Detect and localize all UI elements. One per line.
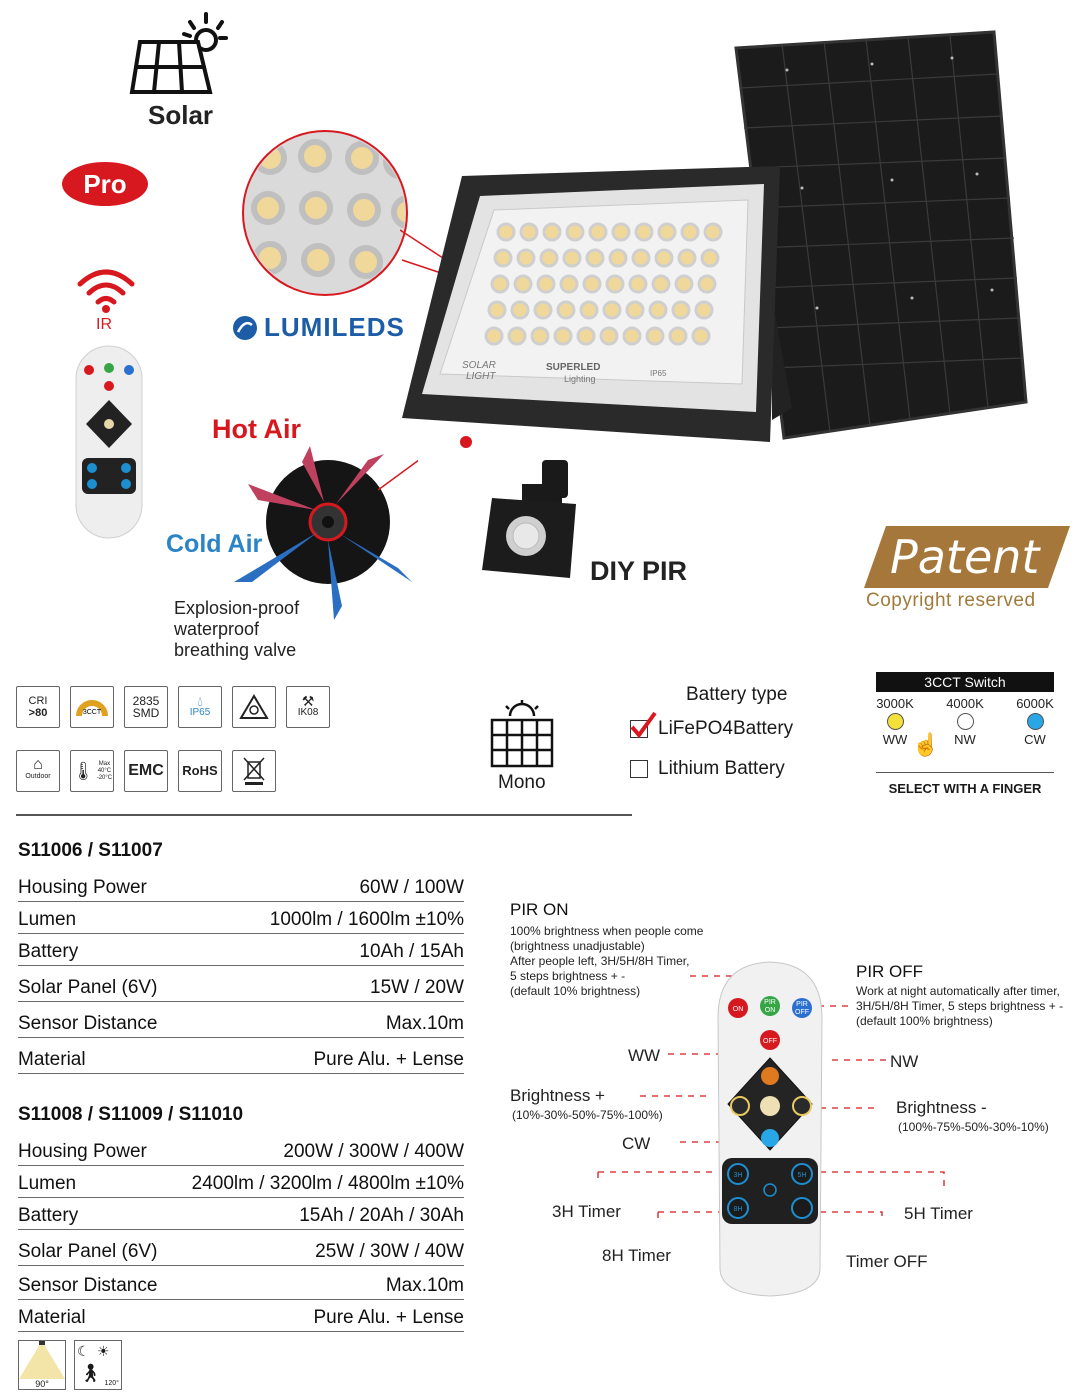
sensor-angle-value: 120° bbox=[104, 1380, 119, 1387]
temp-max-label: Max bbox=[98, 760, 111, 767]
led-chip bbox=[601, 328, 617, 344]
spec-value: Pure Alu. + Lense bbox=[313, 1307, 464, 1328]
led-chip bbox=[630, 276, 646, 292]
crossed-bin-icon bbox=[242, 756, 266, 786]
temp-min: -20°C bbox=[96, 774, 113, 781]
ip65-icon bbox=[178, 686, 222, 728]
pir-off-line: (default 100% brightness) bbox=[856, 1014, 993, 1028]
ik08-text: IK08 bbox=[297, 707, 319, 718]
2835-smd-icon bbox=[124, 686, 168, 728]
spec-value: 1000lm / 1600lm ±10% bbox=[269, 909, 464, 930]
led-chip bbox=[693, 328, 709, 344]
spec-value: 2400lm / 3200lm / 4800lm ±10% bbox=[191, 1173, 464, 1194]
led-chip bbox=[492, 276, 508, 292]
ik08-icon bbox=[286, 686, 330, 728]
btn-5h-text: 5H bbox=[797, 1172, 807, 1179]
mono-panel-icon bbox=[486, 700, 558, 770]
valve-line-1: Explosion-proof bbox=[174, 598, 300, 618]
led-chip bbox=[659, 224, 675, 240]
pir-on-line: (brightness unadjustable) bbox=[510, 939, 645, 953]
led-chip bbox=[702, 250, 718, 266]
hammer-icon: ⚒ bbox=[301, 693, 315, 709]
lithium-checkbox[interactable] bbox=[630, 760, 648, 778]
spec-label: Solar Panel (6V) bbox=[18, 1241, 158, 1262]
led-chip bbox=[650, 302, 666, 318]
valve-line-2: waterproof bbox=[174, 619, 260, 639]
pro-badge: Pro bbox=[62, 162, 148, 206]
spec-label: Housing Power bbox=[18, 877, 147, 898]
led-chip bbox=[590, 224, 606, 240]
led-chip bbox=[624, 328, 640, 344]
emc-text: EMC bbox=[128, 762, 164, 779]
ir-signal-icon bbox=[76, 264, 136, 314]
finger-pointer-icon: ☝ bbox=[912, 732, 940, 757]
3cct-gauge-icon bbox=[75, 692, 109, 722]
led-chip bbox=[561, 276, 577, 292]
spec-label: Lumen bbox=[18, 1173, 77, 1194]
timer-8h-label: 8H Timer bbox=[602, 1246, 671, 1265]
led-chip bbox=[498, 224, 514, 240]
model-title-1: S11006 / S11007 bbox=[18, 840, 163, 861]
cold-air-label: Cold Air bbox=[166, 530, 263, 558]
spec-label: Material bbox=[18, 1049, 86, 1070]
ww-label: WW bbox=[628, 1046, 661, 1065]
ip65-text: IP65 bbox=[189, 707, 211, 718]
spec-row bbox=[18, 902, 464, 934]
model-title-2: S11008 / S11009 / S11010 bbox=[18, 1104, 244, 1125]
pir-on-title: PIR ON bbox=[510, 900, 569, 919]
pir-on-line: (default 10% brightness) bbox=[510, 984, 641, 998]
btn-3h-text: 3H bbox=[733, 1172, 743, 1179]
smd-number: 2835 bbox=[132, 694, 160, 708]
nw-label: NW bbox=[890, 1052, 919, 1071]
water-drop-icon: 💧︎ bbox=[197, 693, 203, 709]
outdoor-icon bbox=[16, 750, 60, 792]
led-chip bbox=[610, 250, 626, 266]
led-chip bbox=[656, 250, 672, 266]
led-chip bbox=[532, 328, 548, 344]
led-zoom-circle bbox=[240, 128, 410, 298]
cct-cw-dot bbox=[1027, 713, 1044, 730]
led-chip bbox=[486, 328, 502, 344]
motion-sensor-icon bbox=[74, 1340, 122, 1390]
led-chip bbox=[578, 328, 594, 344]
battery-option-lifepo4[interactable] bbox=[630, 718, 793, 740]
led-chip bbox=[535, 302, 551, 318]
cct-cw-name: CW bbox=[1024, 732, 1046, 747]
led-chip bbox=[627, 302, 643, 318]
btn-pir-off-text-1: PIR bbox=[796, 1001, 808, 1008]
hot-air-label: Hot Air bbox=[212, 414, 301, 444]
section-divider bbox=[16, 814, 632, 816]
led-chip bbox=[584, 276, 600, 292]
brightness-plus-label: Brightness + bbox=[510, 1086, 605, 1105]
spec-value: 60W / 100W bbox=[359, 877, 464, 898]
led-chip bbox=[613, 224, 629, 240]
btn-pir-off-text-2: OFF bbox=[795, 1009, 809, 1016]
cri-icon bbox=[16, 686, 60, 728]
pir-off-line: 3H/5H/8H Timer, 5 steps brightness + - bbox=[856, 999, 1064, 1013]
3cct-text: 3CCT bbox=[82, 709, 102, 716]
pir-on-line: 5 steps brightness + - bbox=[510, 969, 626, 983]
pir-sensor-image bbox=[478, 458, 588, 582]
smd-text: SMD bbox=[132, 706, 160, 720]
spec-row bbox=[18, 870, 464, 902]
lamp-ip65-text: IP65 bbox=[650, 369, 667, 378]
cct-ww-dot bbox=[887, 713, 904, 730]
led-chip bbox=[509, 328, 525, 344]
solar-icon bbox=[126, 8, 230, 100]
lifepo4-checkbox[interactable] bbox=[630, 720, 648, 738]
spec-value: 15W / 20W bbox=[370, 977, 464, 998]
spec-row bbox=[18, 1134, 464, 1166]
battery-type-title: Battery type bbox=[686, 684, 788, 705]
led-chip bbox=[558, 302, 574, 318]
cct-nw-dot bbox=[957, 713, 974, 730]
spec-row bbox=[18, 970, 464, 1002]
spec-label: Battery bbox=[18, 1205, 79, 1226]
cri-text: CRI bbox=[28, 695, 48, 707]
ir-label: IR bbox=[96, 316, 112, 333]
lamp-lighting-text: Lighting bbox=[564, 374, 596, 384]
outdoor-text: Outdoor bbox=[25, 773, 51, 780]
cct-options bbox=[870, 696, 1060, 747]
cct-switch-title: 3CCT Switch bbox=[876, 672, 1054, 692]
thermometer-icon: 🌡︎ bbox=[71, 761, 95, 781]
walking-person-icon: 🚶︎ bbox=[79, 1363, 102, 1383]
pir-off-line: Work at night automatically after timer, bbox=[856, 984, 1060, 998]
cct-nw-temp: 4000K bbox=[946, 696, 984, 711]
cct-ww-name: WW bbox=[882, 732, 908, 747]
btn-pir-on-text-2: ON bbox=[764, 1007, 776, 1014]
beam-angle-icon bbox=[18, 1340, 66, 1390]
spec-row bbox=[18, 1006, 464, 1038]
lumileds-logo-icon bbox=[232, 315, 258, 341]
patent-label: Patent bbox=[890, 530, 1040, 584]
cct-nw[interactable] bbox=[940, 696, 990, 747]
spec-value: 200W / 300W / 400W bbox=[283, 1141, 464, 1162]
spec-row bbox=[18, 1042, 464, 1074]
led-chip bbox=[512, 302, 528, 318]
lamp-brand-text: SUPERLED bbox=[546, 362, 601, 373]
spec-row bbox=[18, 1166, 464, 1198]
spec-value: Max.10m bbox=[385, 1013, 464, 1034]
copyright-label: Copyright reserved bbox=[866, 590, 1036, 611]
brightness-plus-range: (10%-30%-50%-75%-100%) bbox=[512, 1108, 663, 1122]
3cct-icon bbox=[70, 686, 114, 728]
spec-label: Material bbox=[18, 1307, 86, 1328]
check-mark-icon bbox=[629, 711, 657, 739]
led-chip bbox=[587, 250, 603, 266]
btn-off-text: OFF bbox=[763, 1038, 777, 1045]
emc-icon bbox=[124, 750, 168, 792]
spec-label: Sensor Distance bbox=[18, 1013, 158, 1034]
led-chip bbox=[538, 276, 554, 292]
spec-value: 25W / 30W / 40W bbox=[315, 1241, 464, 1262]
cct-cw[interactable] bbox=[1010, 696, 1060, 747]
spec-label: Housing Power bbox=[18, 1141, 147, 1162]
spec-label: Battery bbox=[18, 941, 79, 962]
led-chip bbox=[673, 302, 689, 318]
remote-control-small bbox=[74, 344, 144, 540]
led-chip bbox=[581, 302, 597, 318]
spec-row bbox=[18, 934, 464, 966]
weee-bin-icon bbox=[232, 750, 276, 792]
spec-value: Max.10m bbox=[385, 1275, 464, 1296]
temp-max: 40°C bbox=[97, 767, 112, 774]
lifepo4-label: LiFePO4Battery bbox=[658, 718, 794, 739]
led-chip bbox=[676, 276, 692, 292]
led-chip bbox=[518, 250, 534, 266]
brightness-minus-label: Brightness - bbox=[896, 1098, 987, 1117]
pir-off-description bbox=[856, 984, 1084, 1029]
cct-ww-temp: 3000K bbox=[876, 696, 914, 711]
cert-row-1 bbox=[16, 686, 330, 728]
spec-row bbox=[18, 1234, 464, 1266]
led-chip bbox=[541, 250, 557, 266]
lumileds-text: LUMILEDS bbox=[264, 312, 405, 342]
floodlight-image bbox=[396, 162, 796, 454]
cct-footer: SELECT WITH A FINGER bbox=[876, 772, 1054, 796]
pir-on-description bbox=[510, 924, 740, 999]
cct-cw-temp: 6000K bbox=[1016, 696, 1054, 711]
spec-label: Solar Panel (6V) bbox=[18, 977, 158, 998]
spec-label: Sensor Distance bbox=[18, 1275, 158, 1296]
led-chip bbox=[696, 302, 712, 318]
led-chip bbox=[495, 250, 511, 266]
led-chip bbox=[564, 250, 580, 266]
btn-on-text: ON bbox=[732, 1006, 744, 1013]
led-chip bbox=[705, 224, 721, 240]
btn-pir-on-text-1: PIR bbox=[764, 999, 776, 1006]
spec-value: 15Ah / 20Ah / 30Ah bbox=[299, 1205, 464, 1226]
moon-icon: ☾ bbox=[77, 1343, 90, 1359]
valve-line-3: breathing valve bbox=[174, 640, 297, 660]
led-chip bbox=[555, 328, 571, 344]
solar-label: Solar bbox=[148, 100, 214, 130]
pir-on-line: After people left, 3H/5H/8H Timer, bbox=[510, 954, 690, 968]
led-chip bbox=[647, 328, 663, 344]
spec-row bbox=[18, 1300, 464, 1332]
rohs-text: RoHS bbox=[182, 763, 218, 778]
led-chip bbox=[515, 276, 531, 292]
led-chip bbox=[604, 302, 620, 318]
cert-row-2 bbox=[16, 750, 276, 792]
spec-row bbox=[18, 1198, 464, 1230]
battery-option-lithium[interactable] bbox=[630, 758, 785, 780]
led-chip bbox=[567, 224, 583, 240]
led-chip bbox=[489, 302, 505, 318]
beam-angle-value: 90° bbox=[35, 1379, 49, 1389]
mono-label: Mono bbox=[498, 772, 546, 793]
led-chip bbox=[544, 224, 560, 240]
diy-pir-label: DIY PIR bbox=[590, 556, 688, 586]
timer-off-label: Timer OFF bbox=[846, 1252, 928, 1271]
led-chip bbox=[633, 250, 649, 266]
led-chip bbox=[607, 276, 623, 292]
pir-off-title: PIR OFF bbox=[856, 962, 924, 981]
led-chip bbox=[636, 224, 652, 240]
spec-value: Pure Alu. + Lense bbox=[313, 1049, 464, 1070]
rohs-icon bbox=[178, 750, 222, 792]
remote-control-large bbox=[708, 958, 832, 1298]
cri-value: >80 bbox=[28, 707, 48, 719]
lamp-light-text: LIGHT bbox=[466, 371, 496, 382]
led-chip bbox=[699, 276, 715, 292]
spec-value: 10Ah / 15Ah bbox=[359, 941, 464, 962]
led-chip bbox=[653, 276, 669, 292]
cct-nw-name: NW bbox=[954, 732, 976, 747]
timer-3h-label: 3H Timer bbox=[552, 1202, 621, 1221]
triangle-warning-icon bbox=[232, 686, 276, 728]
bulb-icon: ☀ bbox=[97, 1343, 110, 1359]
btn-8h-text: 8H bbox=[733, 1206, 743, 1213]
led-chip bbox=[670, 328, 686, 344]
lumileds-brand bbox=[232, 312, 405, 343]
house-icon: ⌂ bbox=[33, 756, 43, 773]
timer-5h-label: 5H Timer bbox=[904, 1204, 973, 1223]
brightness-minus-range: (100%-75%-50%-30%-10%) bbox=[898, 1120, 1049, 1134]
temperature-icon bbox=[70, 750, 114, 792]
led-chip bbox=[679, 250, 695, 266]
valve-description bbox=[174, 598, 374, 661]
triangle-icon bbox=[239, 693, 269, 721]
led-chip bbox=[521, 224, 537, 240]
spec-row bbox=[18, 1268, 464, 1300]
lithium-label: Lithium Battery bbox=[658, 758, 785, 779]
spec-label: Lumen bbox=[18, 909, 77, 930]
cw-label: CW bbox=[622, 1134, 651, 1153]
pir-on-line: 100% brightness when people come bbox=[510, 924, 704, 938]
led-chip bbox=[682, 224, 698, 240]
lamp-solar-text: SOLAR bbox=[462, 360, 496, 371]
